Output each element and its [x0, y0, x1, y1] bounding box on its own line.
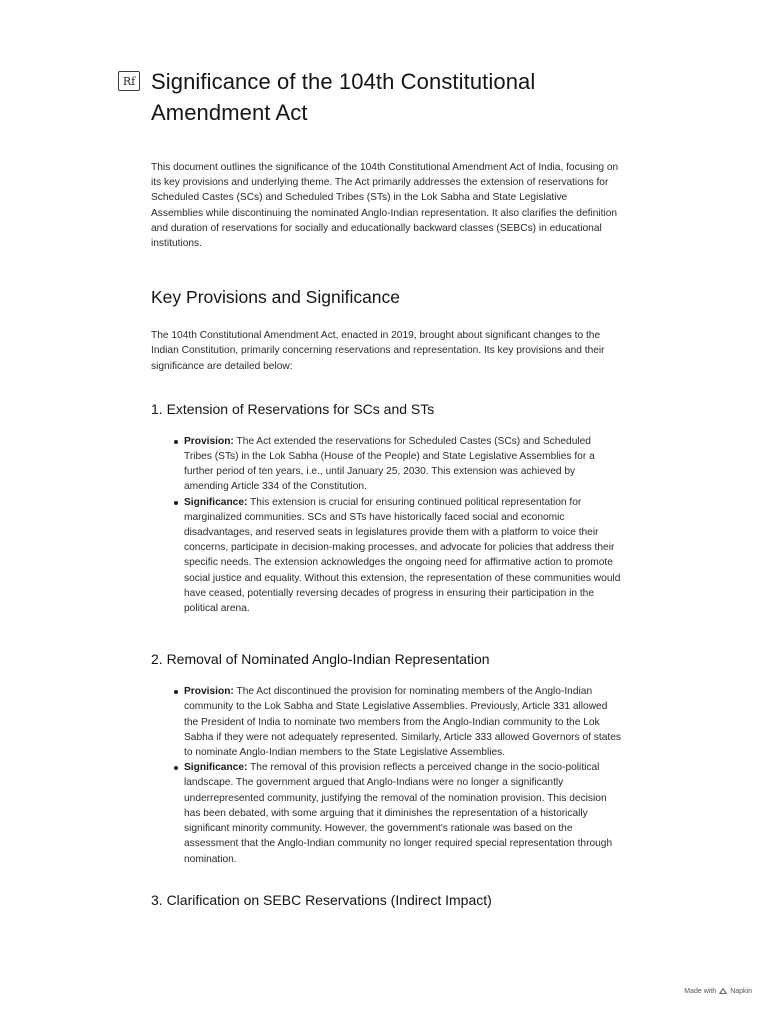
made-with-napkin-footer[interactable] [684, 987, 752, 995]
list-item [184, 495, 621, 617]
document-icon: Rf [118, 71, 140, 91]
made-with-label: Made with [684, 987, 717, 995]
intro-paragraph: This document outlines the significance of the 104th Constitutional Amendment Act of India, focusing on its key provisions and underlying theme. The Act primarily addresses the extension of reservations for Scheduled Castes (SCs) and Scheduled Tribes (STs) in the Lok Sabha and State Legislative Assemblies while discontinuing the nominated Anglo-Indian representation. It also clarifies the definition and duration of reservations for socially and educationally backward classes (SEBCs) in educational institutions. [151, 162, 619, 250]
section-intro-paragraph: The 104th Constitutional Amendment Act, enacted in 2019, brought about significant changes to the Indian Constitution, primarily concerning reservations and representation. Its key provisions and their significance are detailed below: [151, 330, 605, 372]
list-item [184, 684, 621, 760]
item-text: The Act discontinued the provision for nominating members of the Anglo-Indian community to the Lok Sabha and State Legislative Assemblies. Previously, Article 331 allowed the President of India to nominate two members from the Anglo-Indian community to the Lok Sabha if they were not adequately represented. Similarly, Article 333 allowed Governors of states to nominate Anglo-Indian members to the State Legislative Assemblies. [184, 686, 621, 759]
title-row [122, 66, 621, 128]
subsection-heading-1: 1. Extension of Reservations for SCs and STs [151, 400, 435, 417]
subsection-heading-3: 3. Clarification on SEBC Reservations (Indirect Impact) [151, 891, 492, 908]
item-text: This extension is crucial for ensuring continued political representation for marginalized communities. SCs and STs have historically faced social and economic disadvantages, and reserved seats in legislatures provide them with a platform to voice their concerns, participate in decision-making processes, and advocate for policies that address their specific needs. The extension acknowledges the ongoing need for affirmative action to promote social justice and equality. Without this extension, the representation of these communities would have ceased, potentially reversing decades of progress in ensuring their participation in the political arena. [184, 496, 621, 615]
bullet-list-1 [151, 434, 621, 616]
item-label: Provision: [184, 435, 234, 447]
item-label: Significance: [184, 762, 248, 774]
list-item [184, 760, 621, 866]
brand-label: Napkin [730, 987, 752, 995]
napkin-logo-icon [719, 987, 727, 995]
document-page [122, 66, 621, 909]
section-heading: Key Provisions and Significance [151, 287, 401, 308]
item-text: The removal of this provision reflects a perceived change in the socio-political landscape. The government argued that Anglo-Indians were no longer a significantly underrepresented community, justifying the removal of the nomination provision. This decision has been debated, with some arguing that it diminishes the representation of a historically significant minority community. However, the government's rationale was based on the assessment that the Anglo-Indian community no longer required special representation through nomination. [184, 762, 613, 865]
item-text: The Act extended the reservations for Scheduled Castes (SCs) and Scheduled Tribes (STs) in the Lok Sabha (House of the People) and State Legislative Assemblies for a further period of ten years, i.e., until January 25, 2030. This extension was achieved by amending Article 334 of the Constitution. [184, 435, 595, 493]
list-item [184, 434, 621, 495]
subsection-heading-2: 2. Removal of Nominated Anglo-Indian Representation [151, 651, 490, 668]
item-label: Provision: [184, 686, 234, 698]
page-title: Significance of the 104th Constitutional Amendment Act [151, 69, 536, 125]
item-label: Significance: [184, 496, 248, 508]
bullet-list-2 [151, 684, 621, 866]
